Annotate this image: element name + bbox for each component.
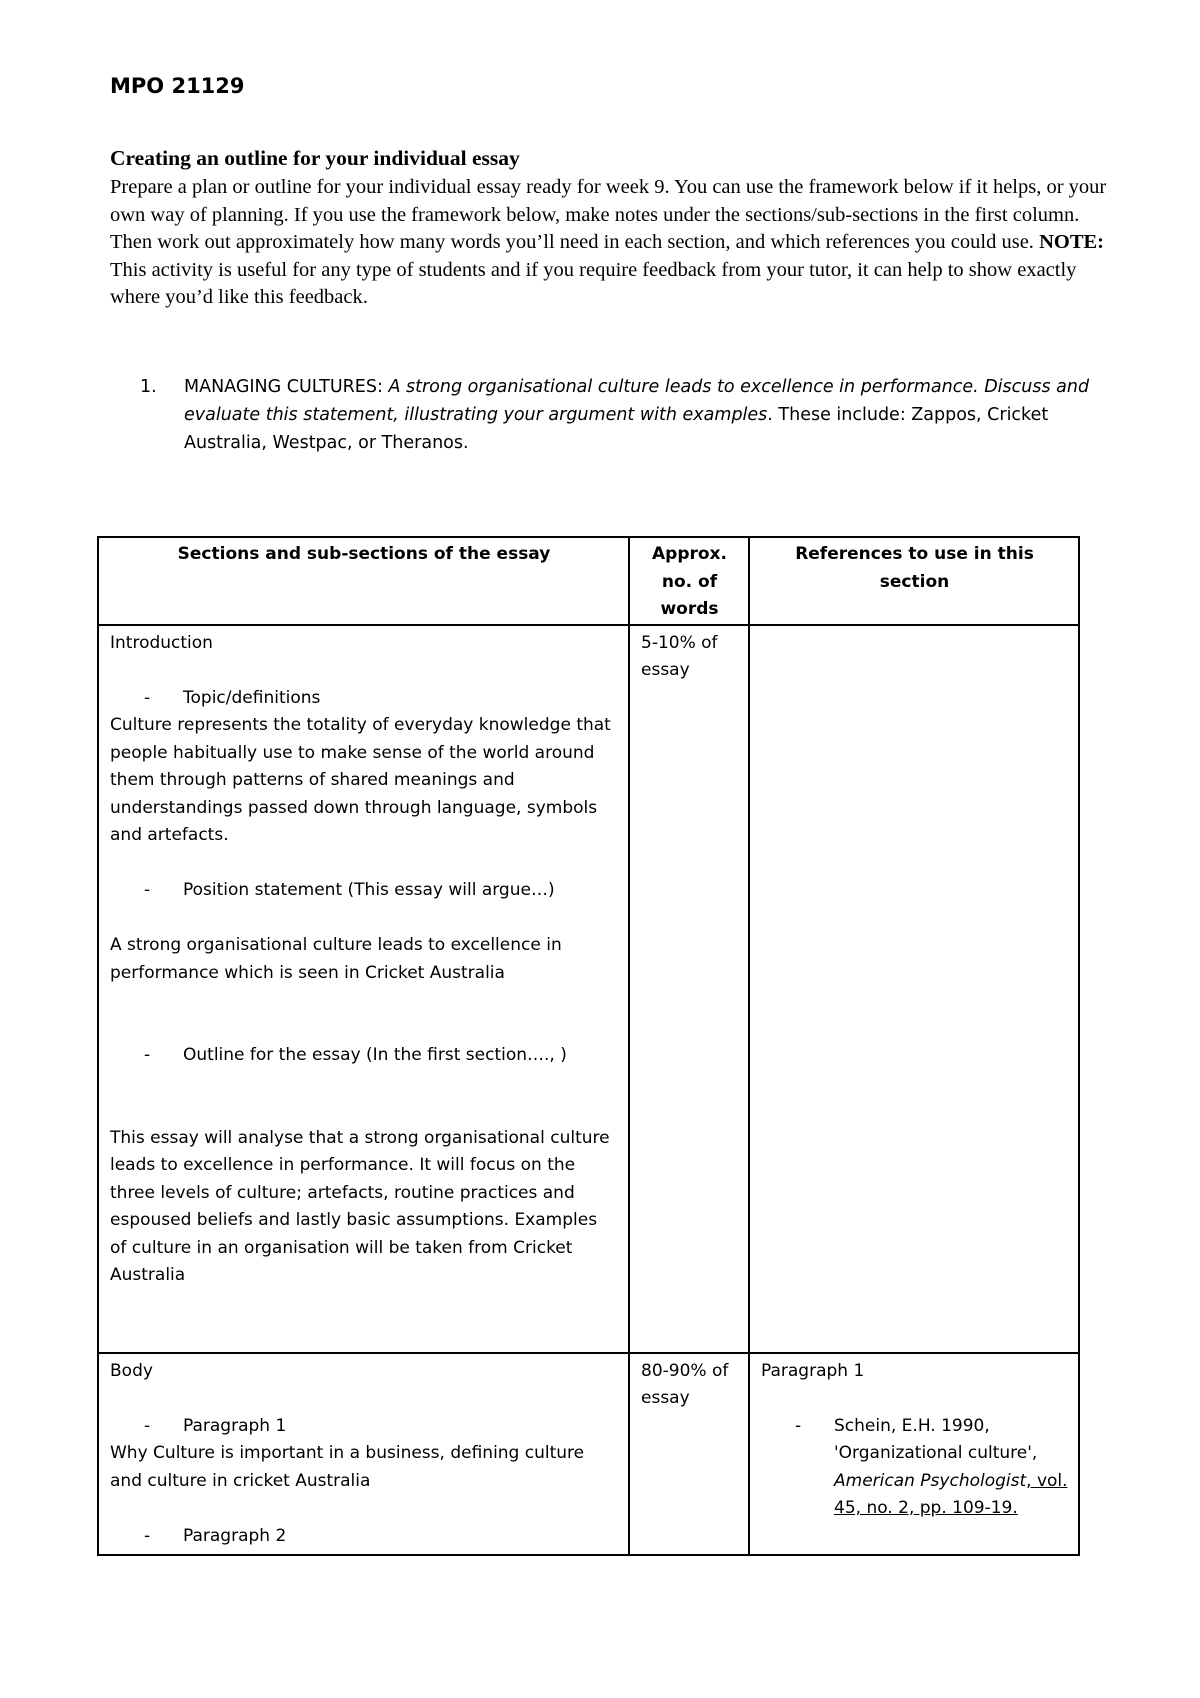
subsection-position: - Position statement (This essay will argue…) [144, 880, 555, 900]
reference-text-b: , vol. 45, no. 2, pp. 109-19. [834, 1470, 1068, 1518]
instructions-paragraph [110, 174, 1110, 312]
instructions-text: Prepare a plan or outline for your individual essay ready for week 9. You can use the framework below if it helps, or your own way of planning. If you use the framework below, make notes under the sections/sub-sections in the first column. Then work out approximately how many words you’ll need in each section, and which references you could use. [110, 176, 1107, 253]
task-examples: . These include: Zappos, Cricket Australia, Westpac, or Theranos. [184, 405, 1049, 453]
subsection-paragraph-1: - Paragraph 1 [144, 1415, 287, 1436]
definition-text: Culture represents the totality of everyday knowledge that people habitually use to make sense of the world around them through patterns of shared meanings and understandings passed down through language, symbols and artefacts. [110, 715, 611, 845]
course-code: MPO 21129 [110, 74, 245, 98]
page-title: Creating an outline for your individual essay [110, 146, 520, 170]
task-statement: A strong organisational culture leads to excellence in performance. Discuss and evaluate this statement, illustrating your argument with examples [184, 377, 1090, 425]
reference-item: - Schein, E.H. 1990, 'Organizational culture', American Psychologist, vol. 45, no. 2, pp. 109-19. [795, 1415, 1068, 1518]
body-references-cell [749, 1353, 1079, 1555]
position-text: A strong organisational culture leads to excellence in performance which is seen in Cricket Australia [110, 935, 562, 983]
reference-journal: American Psychologist [834, 1470, 1027, 1491]
introduction-references-cell [749, 625, 1079, 1353]
table-row-introduction [98, 625, 1079, 1353]
reference-heading: Paragraph 1 [761, 1360, 865, 1381]
introduction-cell [98, 625, 629, 1353]
subsection-position-label: Position statement (This essay will argue…) [183, 880, 555, 900]
table-header-row [98, 537, 1079, 625]
header-words: Approx. no. of words [629, 537, 749, 625]
subsection-paragraph-2-label: Paragraph 2 [183, 1525, 287, 1546]
subsection-topic-label: Topic/definitions [183, 687, 321, 708]
header-references: References to use in this section [749, 537, 1079, 625]
introduction-title: Introduction [110, 632, 213, 653]
task-topic: MANAGING CULTURES: [184, 377, 383, 397]
subsection-outline: - Outline for the essay (In the first section…., ) [144, 1045, 567, 1065]
outline-text: This essay will analyse that a strong organisational culture leads to excellence in performance. It will focus on the three levels of culture; artefacts, routine practices and espoused beliefs and lastly basic assumptions. Examples of culture in an organisation will be taken from Cricket Australia [110, 1127, 610, 1285]
table-row-body [98, 1353, 1079, 1555]
task-number: 1. [140, 377, 157, 397]
note-label: NOTE: [1039, 231, 1104, 253]
subsection-paragraph-2: - Paragraph 2 [144, 1525, 287, 1546]
essay-task [140, 373, 1100, 457]
body-title: Body [110, 1360, 153, 1381]
reference-text-a: Schein, E.H. 1990, 'Organizational culture', [834, 1415, 1038, 1463]
introduction-words-cell: 5-10% of essay [629, 625, 749, 1353]
subsection-paragraph-1-label: Paragraph 1 [183, 1415, 287, 1436]
header-sections: Sections and sub-sections of the essay [98, 537, 629, 625]
essay-outline-table [97, 536, 1080, 1556]
instructions-note-text: This activity is useful for any type of students and if you require feedback from your tutor, it can help to show exactly where you’d like this feedback. [110, 258, 1077, 308]
subsection-topic: - Topic/definitions [144, 687, 321, 708]
subsection-outline-label: Outline for the essay (In the first section…., ) [183, 1045, 567, 1065]
body-words-cell: 80-90% of essay [629, 1353, 749, 1555]
paragraph-1-note: Why Culture is important in a business, defining culture and culture in cricket Australia [110, 1443, 585, 1491]
task-body [184, 373, 1100, 457]
body-cell [98, 1353, 629, 1555]
